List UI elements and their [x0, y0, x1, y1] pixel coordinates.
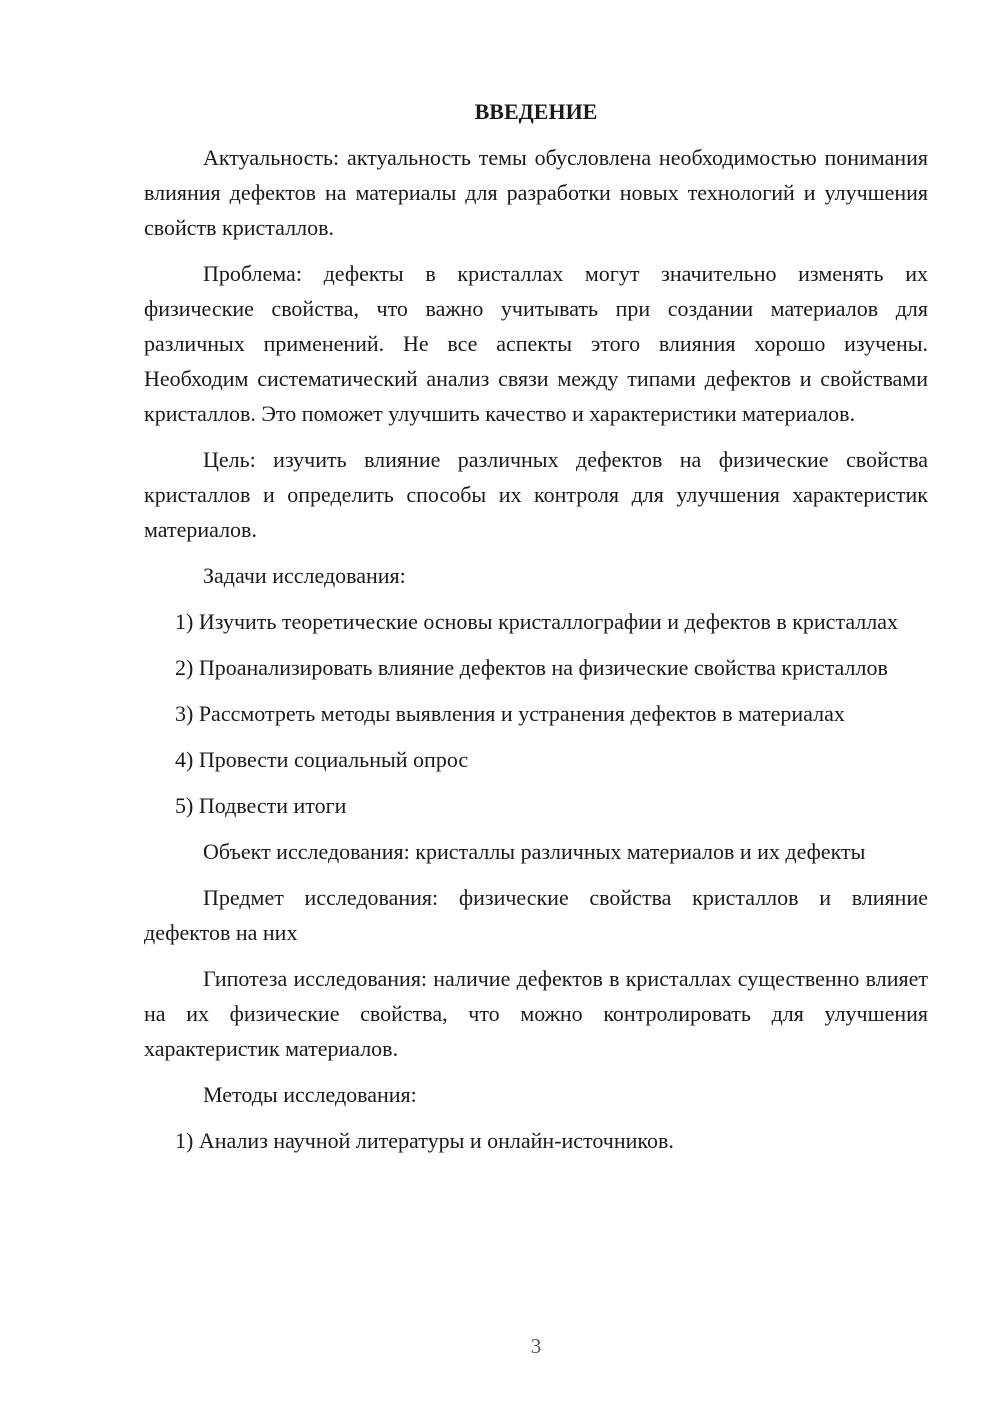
task-item-1: 1) Изучить теоретические основы кристаллографии и дефектов в кристаллах [175, 609, 899, 634]
paragraph-relevance: Актуальность: актуальность темы обусловлена необходимостью понимания влияния дефектов на материалы для разработки новых технологий и улучшения свойств кристаллов. [144, 145, 928, 240]
page-number: 3 [530, 1334, 542, 1358]
paragraph-object: Объект исследования: кристаллы различных материалов и их дефекты [203, 839, 866, 864]
paragraph-goal: Цель: изучить влияние различных дефектов на физические свойства кристаллов и определить способы их контроля для улучшения характеристик материалов. [144, 447, 928, 542]
paragraph-problem: Проблема: дефекты в кристаллах могут значительно изменять их физические свойства, что важно учитывать при создании материалов для различных применений. Не все аспекты этого влияния хорошо изучены. Необходим систематический анализ связи между типами дефектов и свойствами кристаллов. Это поможет улучшить качество и характеристики материалов. [144, 261, 928, 426]
page-content [144, 94, 928, 1169]
paragraph-tasks-heading: Задачи исследования: [203, 563, 406, 588]
method-item-1: 1) Анализ научной литературы и онлайн-источников. [175, 1128, 674, 1153]
task-item-4: 4) Провести социальный опрос [175, 747, 469, 772]
task-item-3: 3) Рассмотреть методы выявления и устранения дефектов в материалах [175, 701, 845, 726]
paragraph-methods-heading: Методы исследования: [203, 1082, 417, 1107]
page-title: ВВЕДЕНИЕ [474, 99, 598, 124]
paragraph-subject: Предмет исследования: физические свойства кристаллов и влияние дефектов на них [144, 885, 928, 945]
task-item-2: 2) Проанализировать влияние дефектов на физические свойства кристаллов [175, 655, 888, 680]
paragraph-hypothesis: Гипотеза исследования: наличие дефектов в кристаллах существенно влияет на их физические свойства, что можно контролировать для улучшения характеристик материалов. [144, 966, 928, 1061]
task-item-5: 5) Подвести итоги [175, 793, 347, 818]
